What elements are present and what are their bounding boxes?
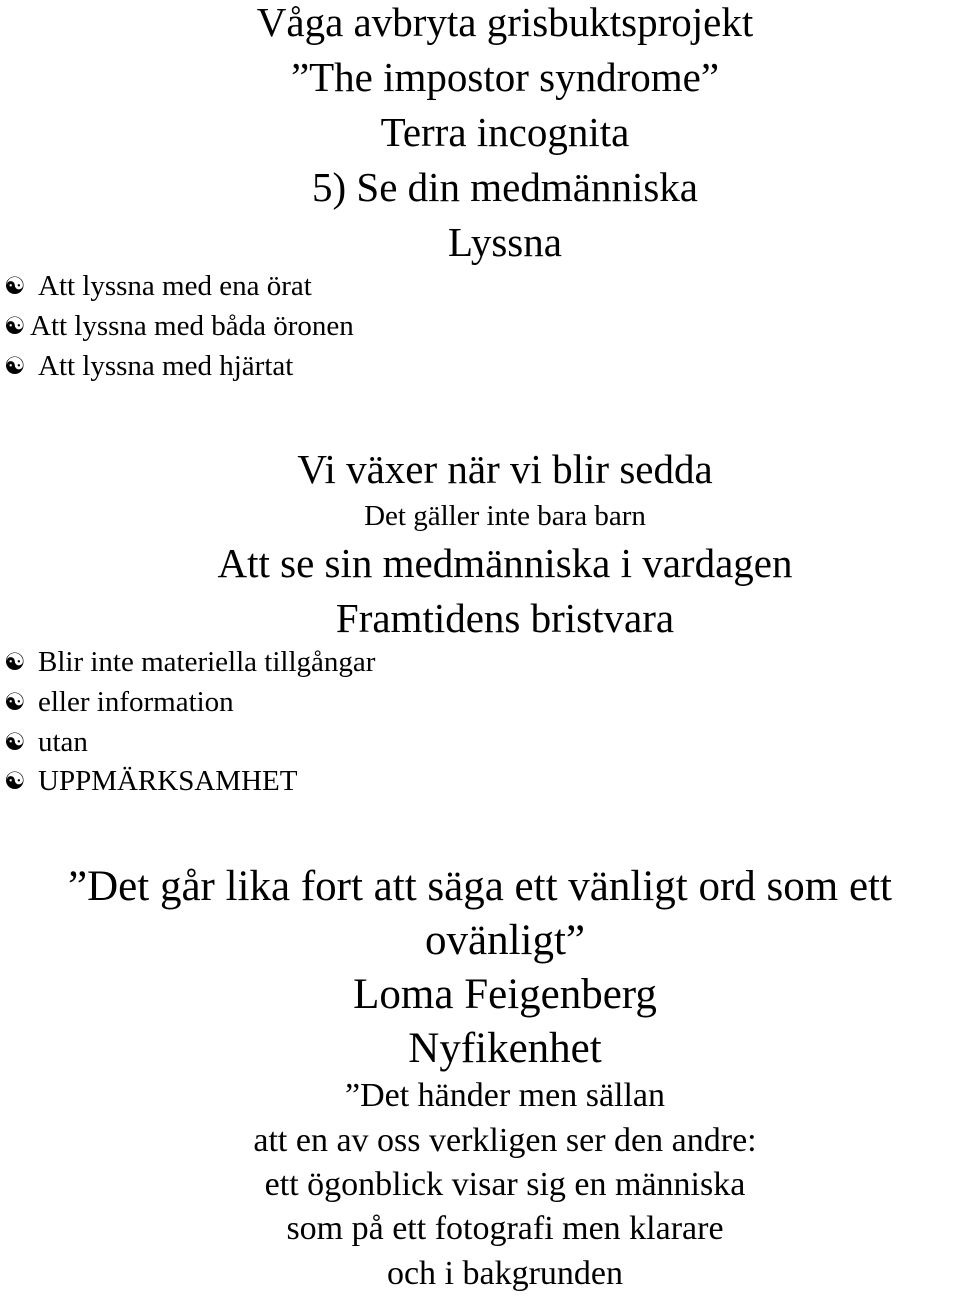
- attention-bullet-item: [4, 728, 88, 757]
- bullet-text: Att lyssna med hjärtat: [38, 350, 294, 382]
- attention-bullet-item: [4, 648, 375, 677]
- bullet-text: utan: [38, 726, 88, 758]
- yin-yang-icon: ☯: [4, 272, 26, 300]
- section-line: Framtidens bristvara: [335, 595, 675, 641]
- poem-line: att en av oss verkligen ser den andre:: [253, 1122, 757, 1159]
- yin-yang-icon: ☯: [4, 352, 26, 380]
- bullet-text: Blir inte materiella tillgångar: [38, 646, 376, 678]
- section-subheading: Det gäller inte bara barn: [364, 500, 646, 532]
- section-line: Att se sin medmänniska i vardagen: [217, 540, 793, 586]
- bullet-text: Att lyssna med båda öronen: [30, 310, 354, 342]
- yin-yang-icon: ☯: [4, 688, 26, 716]
- poem-line: ”Det händer men sällan: [344, 1077, 666, 1114]
- bullet-text: UPPMÄRKSAMHET: [38, 765, 298, 797]
- yin-yang-icon: ☯: [4, 312, 26, 340]
- bullet-text: Att lyssna med ena örat: [38, 270, 312, 302]
- attention-bullet-item: [4, 688, 234, 717]
- section-heading: Nyfikenhet: [408, 1025, 602, 1072]
- poem-line: ett ögonblick visar sig en människa: [264, 1166, 746, 1203]
- listen-bullet-item: [4, 272, 312, 301]
- poem-line: som på ett fotografi men klarare: [286, 1210, 724, 1247]
- section-heading: Vi växer när vi blir sedda: [297, 446, 713, 492]
- title-line-5: Lyssna: [448, 219, 562, 265]
- listen-bullet-item: [4, 352, 293, 381]
- title-line-3: Terra incognita: [380, 109, 630, 155]
- quote-line: ovänligt”: [424, 917, 585, 964]
- poem-line: och i bakgrunden: [386, 1255, 624, 1292]
- quote-author: Loma Feigenberg: [353, 971, 657, 1018]
- title-line-2: ”The impostor syndrome”: [290, 54, 720, 100]
- quote-line: ”Det går lika fort att säga ett vänligt ord som ett: [68, 863, 892, 910]
- listen-bullet-item: [4, 312, 354, 341]
- attention-bullet-item: [4, 767, 297, 796]
- yin-yang-icon: ☯: [4, 767, 26, 795]
- yin-yang-icon: ☯: [4, 648, 26, 676]
- title-line-1: Våga avbryta grisbuktsprojekt: [256, 0, 754, 45]
- yin-yang-icon: ☯: [4, 728, 26, 756]
- bullet-text: eller information: [38, 686, 234, 718]
- title-line-4: 5) Se din medmänniska: [311, 164, 699, 210]
